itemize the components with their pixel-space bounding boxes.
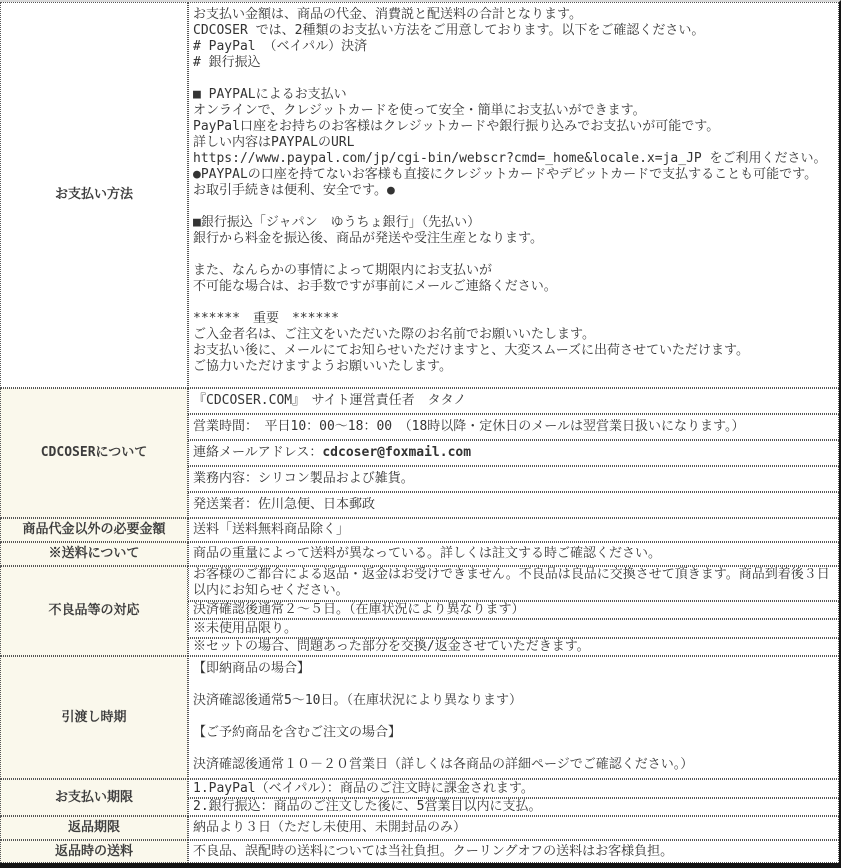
defective-cell-1 [188, 566, 839, 601]
row-defective-policy [0, 566, 839, 601]
delivery-line: 【ご予約商品を含むご注文の場合】 [193, 725, 402, 741]
payment-line: ■銀行振込「ジャパン ゆうちょ銀行」（先払い） [193, 215, 481, 230]
row-delivery-time [0, 656, 839, 779]
blank-line [193, 295, 834, 311]
row-about-site [0, 388, 839, 414]
row-payment-deadline-paypal [0, 779, 839, 797]
blank-line [193, 741, 834, 757]
row-payment-method [0, 2, 839, 388]
contact-email-address: cdcoser@foxmail.com [322, 444, 472, 460]
payment-line: ご入金者名は、ご注文をいただいた際のお名前でお願いいたします。 [193, 327, 595, 342]
extra-fees-cell [188, 518, 839, 542]
about-business-cell [188, 466, 839, 492]
return-deadline-cell [188, 816, 839, 840]
payment-line: CDCOSER では、2種類のお支払い方法をご用意しております。以下をご確認ください。 [193, 23, 705, 38]
delivery-line: 決済確認後通常１０－２０営業日（詳しくは各商品の詳細ページでご確認ください。） [193, 757, 694, 773]
payment-line: # 銀行振込 [193, 55, 261, 70]
row-return-shipping [0, 840, 839, 863]
payment-line: ■ PAYPALによるお支払い [193, 87, 347, 102]
blank-line [193, 247, 834, 263]
shipper-text: 発送業者：佐川急便、日本郵政 [193, 496, 376, 512]
about-shipper-cell [188, 492, 839, 518]
defective-text: ※セットの場合、問題あった部分を交換/返金させていただきます。 [193, 639, 590, 655]
contact-email-label: 連絡メールアドレス： [193, 444, 323, 460]
payment-line: ご協力いただけますようお願いいたします。 [193, 359, 452, 374]
return-shipping-cell [188, 840, 839, 863]
extra-fees-header: 商品代金以外の必要金額 [0, 518, 188, 542]
defective-text: お客様のご都合による返品・返金はお受けできません。不良品は良品に交換させて頂きます。商品到着後３日以内にお知らせください。 [193, 566, 830, 598]
row-extra-fees [0, 518, 839, 542]
defective-cell-3 [188, 619, 839, 637]
about-site-cell [188, 388, 839, 414]
defective-text: ※未使用品限り。 [193, 620, 298, 636]
defective-header: 不良品等の対応 [0, 566, 188, 656]
blank-line [193, 677, 834, 693]
payment-line: 銀行から料金を振込後、商品が発送や受注生産となります。 [193, 231, 543, 246]
payment-line: オンラインで、クレジットカードを使って安全・簡単にお支払いができます。 [193, 103, 646, 118]
about-header: CDCOSERについて [0, 388, 188, 518]
shipping-note-text: 商品の重量によって送料が異なっている。詳しくは註文する時ご確認ください。 [193, 545, 662, 561]
contact-email-line [193, 445, 834, 461]
payment-deadline-header: お支払い期限 [0, 779, 188, 816]
payment-deadline-text: 1.PayPal（ベイパル）：商品のご注文時に課金されます。 [193, 780, 534, 796]
return-deadline-header: 返品期限 [0, 816, 188, 840]
paypal-url-text: https://www.paypal.com/jp/cgi-bin/webscr?cmd=_home&locale.x=ja_JP をご利用ください。 [193, 151, 827, 166]
site-operator-text: 『CDCOSER.COM』 サイト運営責任者 タタノ [193, 392, 467, 408]
payment-line: また、なんらかの事情によって期限内にお支払いが [193, 263, 493, 278]
delivery-time-cell [188, 656, 839, 779]
blank-line [193, 709, 834, 725]
payment-method-cell [188, 2, 839, 388]
bottom-divider-bar [0, 863, 841, 868]
payment-line: PayPal口座をお持ちのお客様はクレジットカードや銀行振り込みでお支払いが可能です。 [193, 119, 720, 134]
row-shipping-note [0, 542, 839, 566]
shipping-note-header: ※送料について [0, 542, 188, 566]
blank-line [193, 71, 834, 87]
delivery-line: 決済確認後通常5～10日。（在庫状況により異なります） [193, 693, 522, 709]
shipping-note-cell [188, 542, 839, 566]
payment-line: 不可能な場合は、お手数ですが事前にメールご連絡ください。 [193, 279, 557, 294]
payment-deadline-cell-1 [188, 779, 839, 797]
delivery-time-header: 引渡し時期 [0, 656, 188, 779]
payment-line: 詳しい内容はPAYPALのURL [193, 135, 355, 150]
extra-fees-text: 送料「送料無料商品除く」 [193, 521, 350, 537]
business-content-text: 業務内容：シリコン製品および雑貨。 [193, 470, 414, 486]
payment-line: ●PAYPALの口座を持てないお客様も直接にクレジットカードやデビットカードで支払することも可能です。 [193, 167, 818, 182]
return-shipping-header: 返品時の送料 [0, 840, 188, 863]
payment-deadline-text: 2.銀行振込：商品のご注文した後に、5営業日以内に支払。 [193, 799, 542, 815]
important-note-marker: ****** 重要 ****** [193, 311, 339, 326]
return-shipping-text: 不良品、誤配時の送料については当社負担。クーリングオフの送料はお客様負担。 [193, 843, 674, 859]
payment-line: お支払い金額は、商品の代金、消費説と配送料の合計となります。 [193, 7, 582, 22]
defective-text: 決済確認後通常２～５日。（在庫状況により異なります） [193, 602, 525, 618]
defective-cell-4 [188, 638, 839, 656]
payment-line: お取引手続きは便利、安全です。● [193, 183, 395, 198]
blank-line [193, 199, 834, 215]
payment-line: # PayPal （ベイパル）決済 [193, 39, 368, 54]
payment-deadline-cell-2 [188, 798, 839, 816]
defective-cell-2 [188, 601, 839, 619]
about-hours-cell [188, 414, 839, 440]
payment-line: お支払い後に、メールにてお知らせいただけますと、大変スムーズに出荷させていただけます。 [193, 343, 750, 358]
delivery-line: 【即納商品の場合】 [193, 661, 311, 677]
payment-method-header: お支払い方法 [0, 2, 188, 388]
return-deadline-text: 納品より３日（ただし未使用、未開封品のみ） [193, 820, 467, 836]
row-return-deadline [0, 816, 839, 840]
about-contact-cell [188, 440, 839, 466]
business-hours-text: 営業時間： 平日10：00～18：00 （18時以降・定休日のメールは翌営業日扱いになります。） [193, 418, 745, 434]
